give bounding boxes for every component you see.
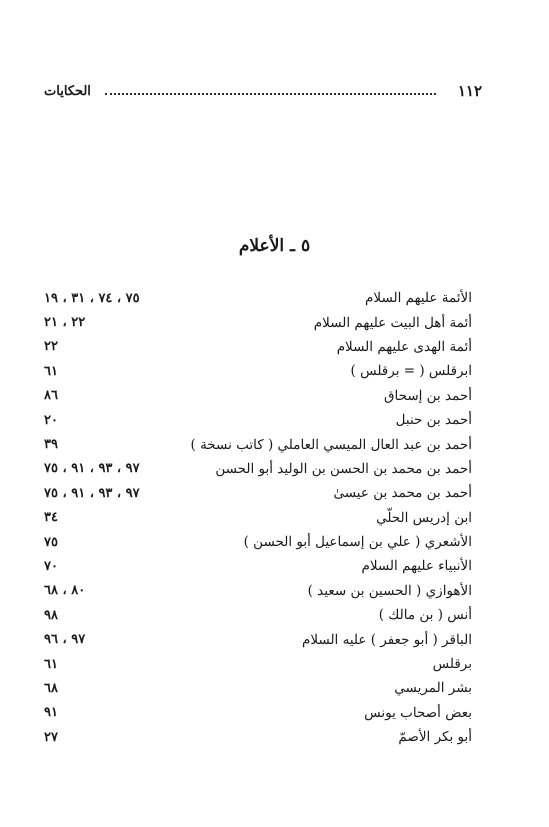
index-entry-name: أنس ( بن مالك ) xyxy=(378,607,472,624)
index-entry-pages: ٢٧ xyxy=(44,729,58,745)
index-entry-name: أحمد بن محمد بن الحسن بن الوليد أبو الحسن xyxy=(215,460,472,477)
index-entry-name: ابن إدريس الحلّي xyxy=(376,509,472,526)
index-entry xyxy=(44,579,472,603)
index-entry xyxy=(44,603,472,627)
running-header xyxy=(44,80,482,102)
index-entry xyxy=(44,310,472,334)
index-entry xyxy=(44,481,472,505)
index-entry-name: أبو بكر الأصمّ xyxy=(398,729,472,746)
index-entry-pages: ٦١ xyxy=(44,363,58,379)
index-entry-pages: ٩١ xyxy=(44,705,58,721)
index-entry xyxy=(44,335,472,359)
index-entry-pages: ٢٠ xyxy=(44,412,58,428)
index-entry xyxy=(44,627,472,651)
index-entry-name: الأهوازي ( الحسين بن سعيد ) xyxy=(307,582,472,599)
index-entry-name: الأشعري ( علي بن إسماعيل أبو الحسن ) xyxy=(243,534,472,551)
index-entry-pages: ٩٨ xyxy=(44,607,58,623)
index-entry xyxy=(44,359,472,383)
index-entry-pages: ٨٠ ، ٦٨ xyxy=(44,583,86,599)
index-entry xyxy=(44,676,472,700)
index-entry-pages: ٧٠ xyxy=(44,558,58,574)
index-entry-name: الأئمة عليهم السلام xyxy=(365,290,472,307)
index-entry-name: أحمد بن عبد العال الميسي العاملي ( كاتب نسخة ) xyxy=(190,436,472,453)
index-entry-name: أئمة أهل البيت عليهم السلام xyxy=(313,314,472,331)
index-entry-pages: ٦٨ xyxy=(44,680,58,696)
index-entry xyxy=(44,457,472,481)
index-entry xyxy=(44,530,472,554)
index-entry-name: أحمد بن إسحاق xyxy=(384,387,472,404)
index-entry-name: أئمة الهدى عليهم السلام xyxy=(336,338,472,355)
index-list xyxy=(44,286,472,749)
index-entry xyxy=(44,432,472,456)
index-entry xyxy=(44,652,472,676)
index-entry xyxy=(44,408,472,432)
page-number: ١١٢ xyxy=(457,82,482,100)
index-entry-pages: ٧٥ xyxy=(44,534,58,550)
index-entry xyxy=(44,506,472,530)
index-entry xyxy=(44,701,472,725)
index-entry-name: ابرقلس ( = برقلس ) xyxy=(350,363,472,380)
running-header-title: الحكايات xyxy=(44,83,91,99)
index-entry-name: برقلس xyxy=(432,656,472,673)
index-entry-pages: ٩٧ ، ٩٣ ، ٩١ ، ٧٥ xyxy=(44,461,140,477)
index-entry xyxy=(44,725,472,749)
index-entry-pages: ٢٢ xyxy=(44,339,58,355)
index-entry-name: بعض أصحاب يونس xyxy=(364,704,472,721)
index-entry-pages: ٣٩ xyxy=(44,437,58,453)
index-entry-pages: ٣٤ xyxy=(44,510,58,526)
index-entry-pages: ٨٦ xyxy=(44,388,58,404)
index-entry-name: الأنبياء عليهم السلام xyxy=(361,558,472,575)
index-entry-pages: ٦١ xyxy=(44,656,58,672)
dotted-leader xyxy=(105,93,436,95)
index-entry-name: الباقر ( أبو جعفر ) عليه السلام xyxy=(301,631,472,648)
index-entry xyxy=(44,286,472,310)
index-entry-pages: ٢٢ ، ٢١ xyxy=(44,315,86,331)
index-entry-name: أحمد بن حنبل xyxy=(395,412,472,429)
index-entry-pages: ٧٥ ، ٧٤ ، ٣١ ، ١٩ xyxy=(44,290,140,306)
index-entry-name: أحمد بن محمد بن عيسىٰ xyxy=(333,485,472,502)
index-entry-pages: ٩٧ ، ٩٦ xyxy=(44,632,86,648)
section-title: ٥ ـ الأعلام xyxy=(238,236,311,256)
index-entry xyxy=(44,554,472,578)
index-entry-pages: ٩٧ ، ٩٣ ، ٩١ ، ٧٥ xyxy=(44,485,140,501)
index-entry xyxy=(44,384,472,408)
index-entry-name: بشر المريسي xyxy=(394,680,472,697)
